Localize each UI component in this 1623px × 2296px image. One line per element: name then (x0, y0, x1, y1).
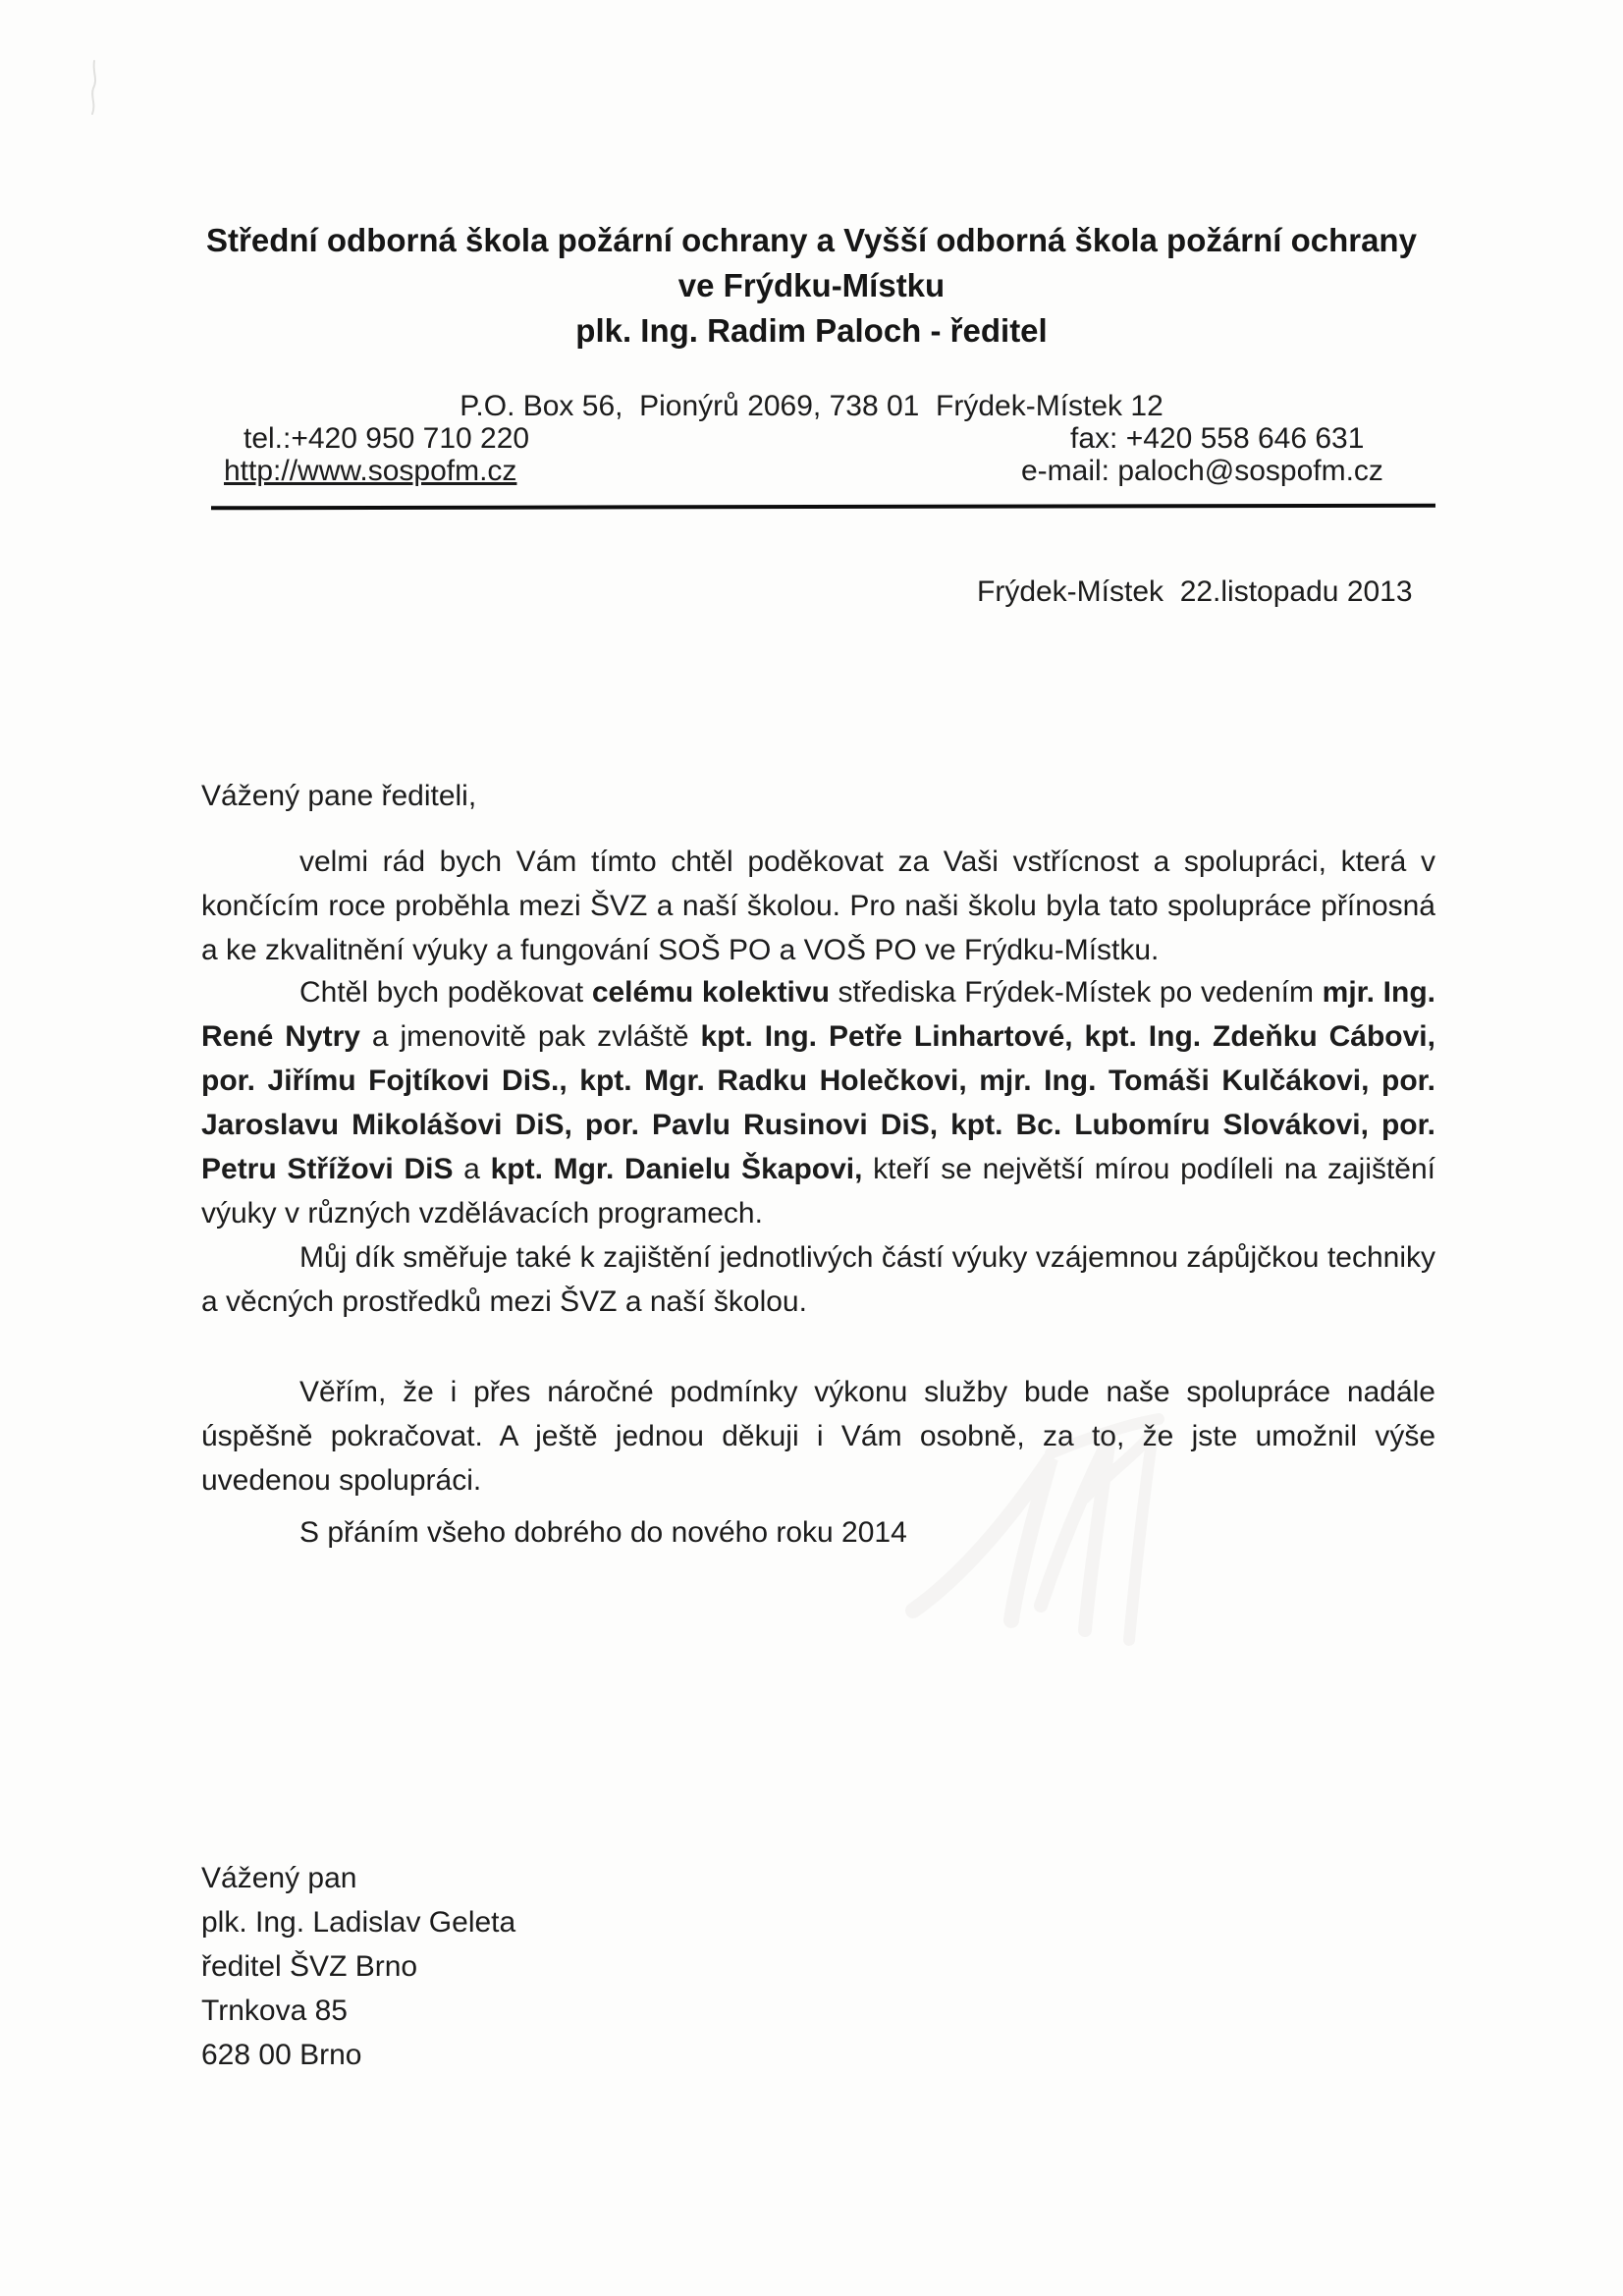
recipient-street: Trnkova 85 (201, 1995, 348, 2027)
recipient-name: plk. Ing. Ladislav Geleta (201, 1906, 516, 1939)
contact-address: P.O. Box 56, Pionýrů 2069, 738 01 Frýdek-Místek 12 (460, 390, 1163, 422)
date-line: Frýdek-Místek 22.listopadu 2013 (977, 575, 1413, 608)
letterhead-school-city: ve Frýdku-Místku (677, 267, 946, 303)
letterhead (137, 218, 1486, 354)
letterhead-divider (211, 504, 1435, 511)
contact-phone: tel.:+420 950 710 220 (243, 422, 530, 455)
paragraph-named-staff: Chtěl bych poděkovat celému kolektivu střediska Frýdek-Místek po vedením mjr. Ing. René Nytry a jmenovitě pak zvláště kpt. Ing. Petře Linhartové, kpt. Ing. Zdeňku Cábovi, por. Jiřímu Fojtíkovi DiS., kpt. Mgr. Radku Holečkovi, mjr. Ing. Tomáši Kulčákovi, por. Jaroslavu Mikolášovi DiS, por. Pavlu Rusinovi DiS, kpt. Bc. Lubomíru Slovákovi, por. Petru Střížovi DiS a kpt. Mgr. Danielu Škapovi, kteří se největší mírou podíleli na zajištění výuky v různých vzdělávacích programech. (201, 976, 1436, 1230)
recipient-block (201, 1856, 515, 2077)
scan-artifact (77, 57, 116, 126)
recipient-title: ředitel ŠVZ Brno (201, 1950, 418, 1983)
recipient-salutation: Vážený pan (201, 1862, 357, 1894)
letterhead-school-name: Střední odborná škola požární ochrany a Vyšší odborná škola požární ochrany (206, 222, 1417, 258)
paragraph-equipment-loan: Můj dík směřuje také k zajištění jednotlivých částí výuky vzájemnou zápůjčkou techniky a věcných prostředků mezi ŠVZ a naší školou. (201, 1241, 1435, 1318)
closing-line: S přáním všeho dobrého do nového roku 2014 (299, 1516, 907, 1549)
recipient-city: 628 00 Brno (201, 2039, 362, 2071)
salutation: Vážený pane řediteli, (201, 780, 477, 812)
paragraph-thanks-cooperation: velmi rád bych Vám tímto chtěl poděkovat za Vaši vstřícnost a spolupráci, která v končícím roce proběhla mezi ŠVZ a naší školou. Pro naši školu byla tato spolupráce přínosná a ke zkvalitnění výuky a fungování SOŠ PO a VOŠ PO ve Frýdku-Místku. (201, 846, 1435, 966)
signature-ghost-mark (903, 1399, 1237, 1684)
contact-email: e-mail: paloch@sospofm.cz (1021, 455, 1383, 487)
letterhead-director: plk. Ing. Radim Paloch - ředitel (575, 312, 1048, 349)
contact-fax: fax: +420 558 646 631 (1070, 422, 1365, 455)
contact-website: http://www.sospofm.cz (224, 455, 517, 487)
paragraph-future-cooperation: Věřím, že i přes náročné podmínky výkonu služby bude naše spolupráce nadále úspěšně pokračovat. A ještě jednou děkuji i Vám osobně, za to, že jste umožnil výše uvedenou spolupráci. (201, 1376, 1435, 1497)
